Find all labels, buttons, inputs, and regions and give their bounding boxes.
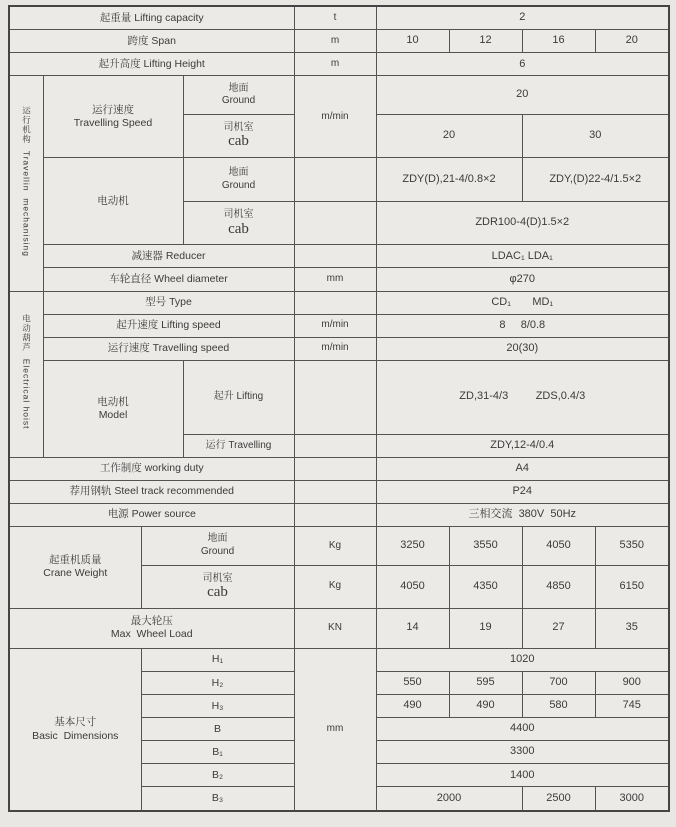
sub-label-cell — [141, 527, 294, 566]
cell-text-line: 减速器 Reducer — [131, 249, 206, 262]
cell-text-line: cab — [228, 220, 249, 237]
value-cell — [595, 565, 669, 608]
cell-text-line: 6 — [519, 57, 526, 70]
value-cell — [376, 672, 449, 695]
sub-label-cell — [183, 158, 294, 202]
sub-label-cell — [183, 115, 294, 158]
cell-text-line: 司机室 — [223, 121, 254, 133]
cell-text-line: 运行机构 Travellin mechanising — [21, 105, 32, 257]
cell-text-line: B — [213, 722, 221, 735]
table-row — [9, 649, 669, 672]
cell-text-line: 工作制度 working duty — [99, 462, 204, 475]
row-label-cell — [43, 337, 294, 360]
cell-text-line: CD₁ MD₁ — [491, 295, 554, 308]
value-cell — [449, 608, 522, 648]
unit-cell — [294, 6, 376, 30]
value-cell — [376, 115, 522, 158]
cell-text-line: LDAC₁ LDA₁ — [491, 249, 553, 262]
spec-table-body — [9, 6, 669, 811]
cell-text-line: 运行速度 Travelling speed — [107, 342, 230, 355]
cell-text-line: 起升速度 Lifting speed — [116, 319, 221, 332]
cell-text-line: 20 — [516, 88, 529, 101]
table-row — [9, 527, 669, 566]
table-row — [9, 608, 669, 648]
cell-text-line: KN — [328, 622, 342, 634]
row-label-cell — [9, 480, 294, 503]
cell-text-line: 4350 — [473, 579, 498, 592]
value-cell — [376, 741, 669, 764]
cell-text-line: cab — [228, 133, 249, 150]
value-cell — [522, 787, 595, 811]
cell-text-line: ZDR100-4(D)1.5×2 — [475, 216, 570, 229]
cell-text-line: 2500 — [546, 791, 571, 804]
value-cell — [376, 76, 669, 115]
value-cell — [376, 360, 669, 434]
unit-cell — [294, 202, 376, 245]
cell-text-line: 起重量 Lifting capacity — [99, 11, 204, 24]
cell-text-line: φ270 — [509, 272, 535, 285]
row-label-cell — [43, 291, 294, 314]
cell-text-line: 20(30) — [506, 341, 539, 354]
unit-cell — [294, 527, 376, 566]
unit-cell — [294, 314, 376, 337]
cell-text-line: B₃ — [211, 792, 224, 805]
section-label-cell — [9, 76, 43, 291]
cell-text-line: 1400 — [510, 768, 535, 781]
value-cell — [376, 6, 669, 30]
cell-text-line: 3300 — [510, 745, 535, 758]
table-row — [9, 30, 669, 53]
value-cell — [595, 672, 669, 695]
cell-text-line: 3250 — [400, 538, 425, 551]
cell-text-line: 车轮直径 Wheel diameter — [109, 272, 228, 285]
cell-text-line: ZDY,(D)22-4/1.5×2 — [549, 172, 642, 185]
value-cell — [595, 695, 669, 718]
value-cell — [449, 695, 522, 718]
cell-text-line: m/min — [321, 110, 349, 122]
unit-cell — [294, 76, 376, 158]
value-cell — [376, 291, 669, 314]
unit-cell — [294, 457, 376, 480]
value-cell — [449, 30, 522, 53]
cell-text-line: 490 — [403, 699, 422, 712]
value-cell — [522, 158, 669, 202]
cell-text-line: 20 — [442, 129, 456, 142]
cell-text-line: 跨度 Span — [127, 34, 176, 47]
value-cell — [522, 695, 595, 718]
value-cell — [522, 115, 669, 158]
cell-text-line: 8 8/0.8 — [499, 318, 546, 331]
cell-text-line: 电动葫芦 Electrical hoist — [21, 314, 32, 430]
table-row — [9, 337, 669, 360]
cell-text-line: Travelling Speed — [73, 116, 153, 129]
unit-cell — [294, 245, 376, 268]
table-row — [9, 503, 669, 526]
cell-text-line: 电动机 — [97, 194, 129, 207]
value-cell — [522, 527, 595, 566]
table-row — [9, 6, 669, 30]
cell-text-line: ZDY,12-4/0.4 — [490, 438, 555, 451]
row-label-cell — [43, 268, 294, 291]
value-cell — [522, 608, 595, 648]
unit-cell — [294, 503, 376, 526]
cell-text-line: 580 — [549, 699, 568, 712]
cell-text-line: 4050 — [400, 579, 425, 592]
cell-text-line: ZD,31-4/3 ZDS,0.4/3 — [459, 390, 586, 403]
value-cell — [595, 608, 669, 648]
cell-text-line: 电源 Power source — [107, 508, 196, 521]
row-label-cell — [9, 457, 294, 480]
unit-cell — [294, 291, 376, 314]
cell-text-line: 745 — [622, 699, 641, 712]
table-row — [9, 457, 669, 480]
cell-text-line: 起升 Lifting — [213, 391, 264, 402]
value-cell — [449, 565, 522, 608]
cell-text-line: 司机室 — [223, 209, 254, 221]
cell-text-line: 电动机 — [97, 395, 129, 408]
value-cell — [376, 245, 669, 268]
value-cell — [376, 649, 669, 672]
cell-text-line: 起升高度 Lifting Height — [98, 57, 205, 70]
cell-text-line: 700 — [549, 676, 568, 689]
cell-text-line: m — [330, 35, 340, 47]
table-row — [9, 158, 669, 202]
cell-text-line: P24 — [512, 485, 533, 498]
cell-text-line: Model — [98, 408, 128, 421]
cell-text-line: 30 — [589, 129, 602, 142]
cell-text-line: 型号 Type — [145, 296, 192, 309]
value-cell — [376, 337, 669, 360]
cell-text-line: 4850 — [546, 579, 571, 592]
table-row — [9, 76, 669, 115]
sub-label-cell — [141, 565, 294, 608]
cell-text-line: B₁ — [212, 745, 223, 758]
value-cell — [376, 565, 449, 608]
dim-label-cell — [141, 649, 294, 672]
cell-text-line: 三相交流 380V 50Hz — [468, 508, 577, 521]
cell-text-line: mm — [326, 273, 344, 285]
unit-cell — [294, 480, 376, 503]
cell-text-line: 490 — [476, 699, 495, 712]
value-cell — [522, 565, 595, 608]
value-cell — [376, 764, 669, 787]
value-cell — [376, 718, 669, 741]
value-cell — [376, 202, 669, 245]
cell-text-line: H₁ — [211, 653, 224, 666]
cell-text-line: t — [333, 11, 337, 23]
cell-text-line: 运行 Travelling — [205, 439, 272, 451]
unit-cell — [294, 360, 376, 434]
cell-text-line: ZDY(D),21-4/0.8×2 — [402, 172, 496, 185]
row-label-cell — [9, 608, 294, 648]
cell-text-line: Kg — [328, 580, 342, 592]
value-cell — [595, 787, 669, 811]
cell-text-line: 最大轮压 — [130, 615, 173, 628]
row-label-cell — [43, 245, 294, 268]
sub-label-cell — [183, 360, 294, 434]
cell-text-line: H₃ — [211, 699, 224, 712]
value-cell — [376, 434, 669, 457]
cell-text-line: 14 — [406, 621, 419, 634]
unit-cell — [294, 434, 376, 457]
cell-text-line: m — [330, 58, 340, 70]
unit-cell — [294, 30, 376, 53]
cell-text-line: 司机室 — [202, 572, 233, 584]
table-row — [9, 53, 669, 76]
cell-text-line: 起重机质量 — [49, 554, 102, 567]
row-label-cell — [9, 53, 294, 76]
cell-text-line: 12 — [479, 34, 492, 47]
spec-table — [8, 5, 670, 812]
value-cell — [376, 608, 449, 648]
dim-label-cell — [141, 787, 294, 811]
group-label-cell — [43, 158, 183, 245]
value-cell — [376, 30, 449, 53]
cell-text-line: 35 — [625, 621, 638, 634]
cell-text-line: 10 — [406, 34, 419, 47]
table-row — [9, 480, 669, 503]
cell-text-line: 地面 — [207, 533, 228, 545]
unit-cell — [294, 337, 376, 360]
value-cell — [376, 480, 669, 503]
value-cell — [376, 457, 669, 480]
cell-text-line: 基本尺寸 — [54, 716, 97, 729]
cell-text-line: 地面 — [228, 82, 249, 94]
cell-text-line: 荐用钢轨 Steel track recommended — [69, 485, 235, 498]
cell-text-line: Basic Dimensions — [32, 729, 119, 742]
cell-text-line: 运行速度 — [92, 103, 134, 116]
table-row — [9, 360, 669, 434]
value-cell — [595, 527, 669, 566]
value-cell — [376, 268, 669, 291]
cell-text-line: 1020 — [510, 653, 535, 666]
cell-text-line: Ground — [221, 179, 256, 191]
cell-text-line: 19 — [479, 621, 492, 634]
cell-text-line: A4 — [515, 461, 529, 474]
cell-text-line: 6150 — [619, 579, 644, 592]
value-cell — [376, 158, 522, 202]
cell-text-line: 27 — [552, 621, 565, 634]
table-row — [9, 314, 669, 337]
table-row — [9, 291, 669, 314]
sub-label-cell — [183, 202, 294, 245]
cell-text-line: H₂ — [211, 676, 224, 689]
dim-label-cell — [141, 672, 294, 695]
value-cell — [376, 53, 669, 76]
row-label-cell — [9, 6, 294, 30]
cell-text-line: Ground — [221, 95, 256, 107]
dim-label-cell — [141, 764, 294, 787]
value-cell — [376, 695, 449, 718]
group-label-cell — [9, 649, 141, 811]
sub-label-cell — [183, 76, 294, 115]
value-cell — [522, 672, 595, 695]
cell-text-line: 2 — [519, 11, 526, 24]
row-label-cell — [43, 314, 294, 337]
table-row — [9, 268, 669, 291]
dim-label-cell — [141, 741, 294, 764]
cell-text-line: 595 — [476, 676, 495, 689]
cell-text-line: Ground — [200, 545, 235, 557]
value-cell — [595, 30, 669, 53]
unit-cell — [294, 268, 376, 291]
value-cell — [376, 527, 449, 566]
cell-text-line: m/min — [321, 342, 349, 354]
table-row — [9, 245, 669, 268]
cell-text-line: 900 — [622, 676, 641, 689]
dim-label-cell — [141, 718, 294, 741]
cell-text-line: m/min — [321, 319, 349, 331]
cell-text-line: 2000 — [436, 791, 462, 804]
cell-text-line: 550 — [403, 676, 422, 689]
cell-text-line: Kg — [328, 539, 342, 551]
value-cell — [376, 314, 669, 337]
unit-cell — [294, 649, 376, 811]
unit-cell — [294, 53, 376, 76]
group-label-cell — [43, 360, 183, 457]
value-cell — [449, 527, 522, 566]
sub-label-cell — [183, 434, 294, 457]
cell-text-line: 3550 — [473, 538, 498, 551]
unit-cell — [294, 608, 376, 648]
cell-text-line: cab — [207, 584, 228, 601]
cell-text-line: Crane Weight — [43, 567, 108, 580]
cell-text-line: 4400 — [510, 722, 535, 735]
unit-cell — [294, 158, 376, 202]
cell-text-line: 地面 — [228, 167, 249, 179]
value-cell — [522, 30, 595, 53]
unit-cell — [294, 565, 376, 608]
value-cell — [376, 503, 669, 526]
section-label-cell — [9, 291, 43, 457]
cell-text-line: Max Wheel Load — [110, 628, 193, 641]
cell-text-line: 5350 — [619, 538, 644, 551]
group-label-cell — [9, 527, 141, 609]
value-cell — [376, 787, 522, 811]
cell-text-line: 4050 — [546, 538, 571, 551]
cell-text-line: 16 — [552, 34, 565, 47]
row-label-cell — [9, 503, 294, 526]
group-label-cell — [43, 76, 183, 158]
cell-text-line: mm — [326, 723, 344, 735]
cell-text-line: 3000 — [619, 791, 644, 804]
dim-label-cell — [141, 695, 294, 718]
cell-text-line: B₂ — [211, 768, 224, 781]
cell-text-line: 20 — [625, 34, 638, 47]
value-cell — [449, 672, 522, 695]
row-label-cell — [9, 30, 294, 53]
